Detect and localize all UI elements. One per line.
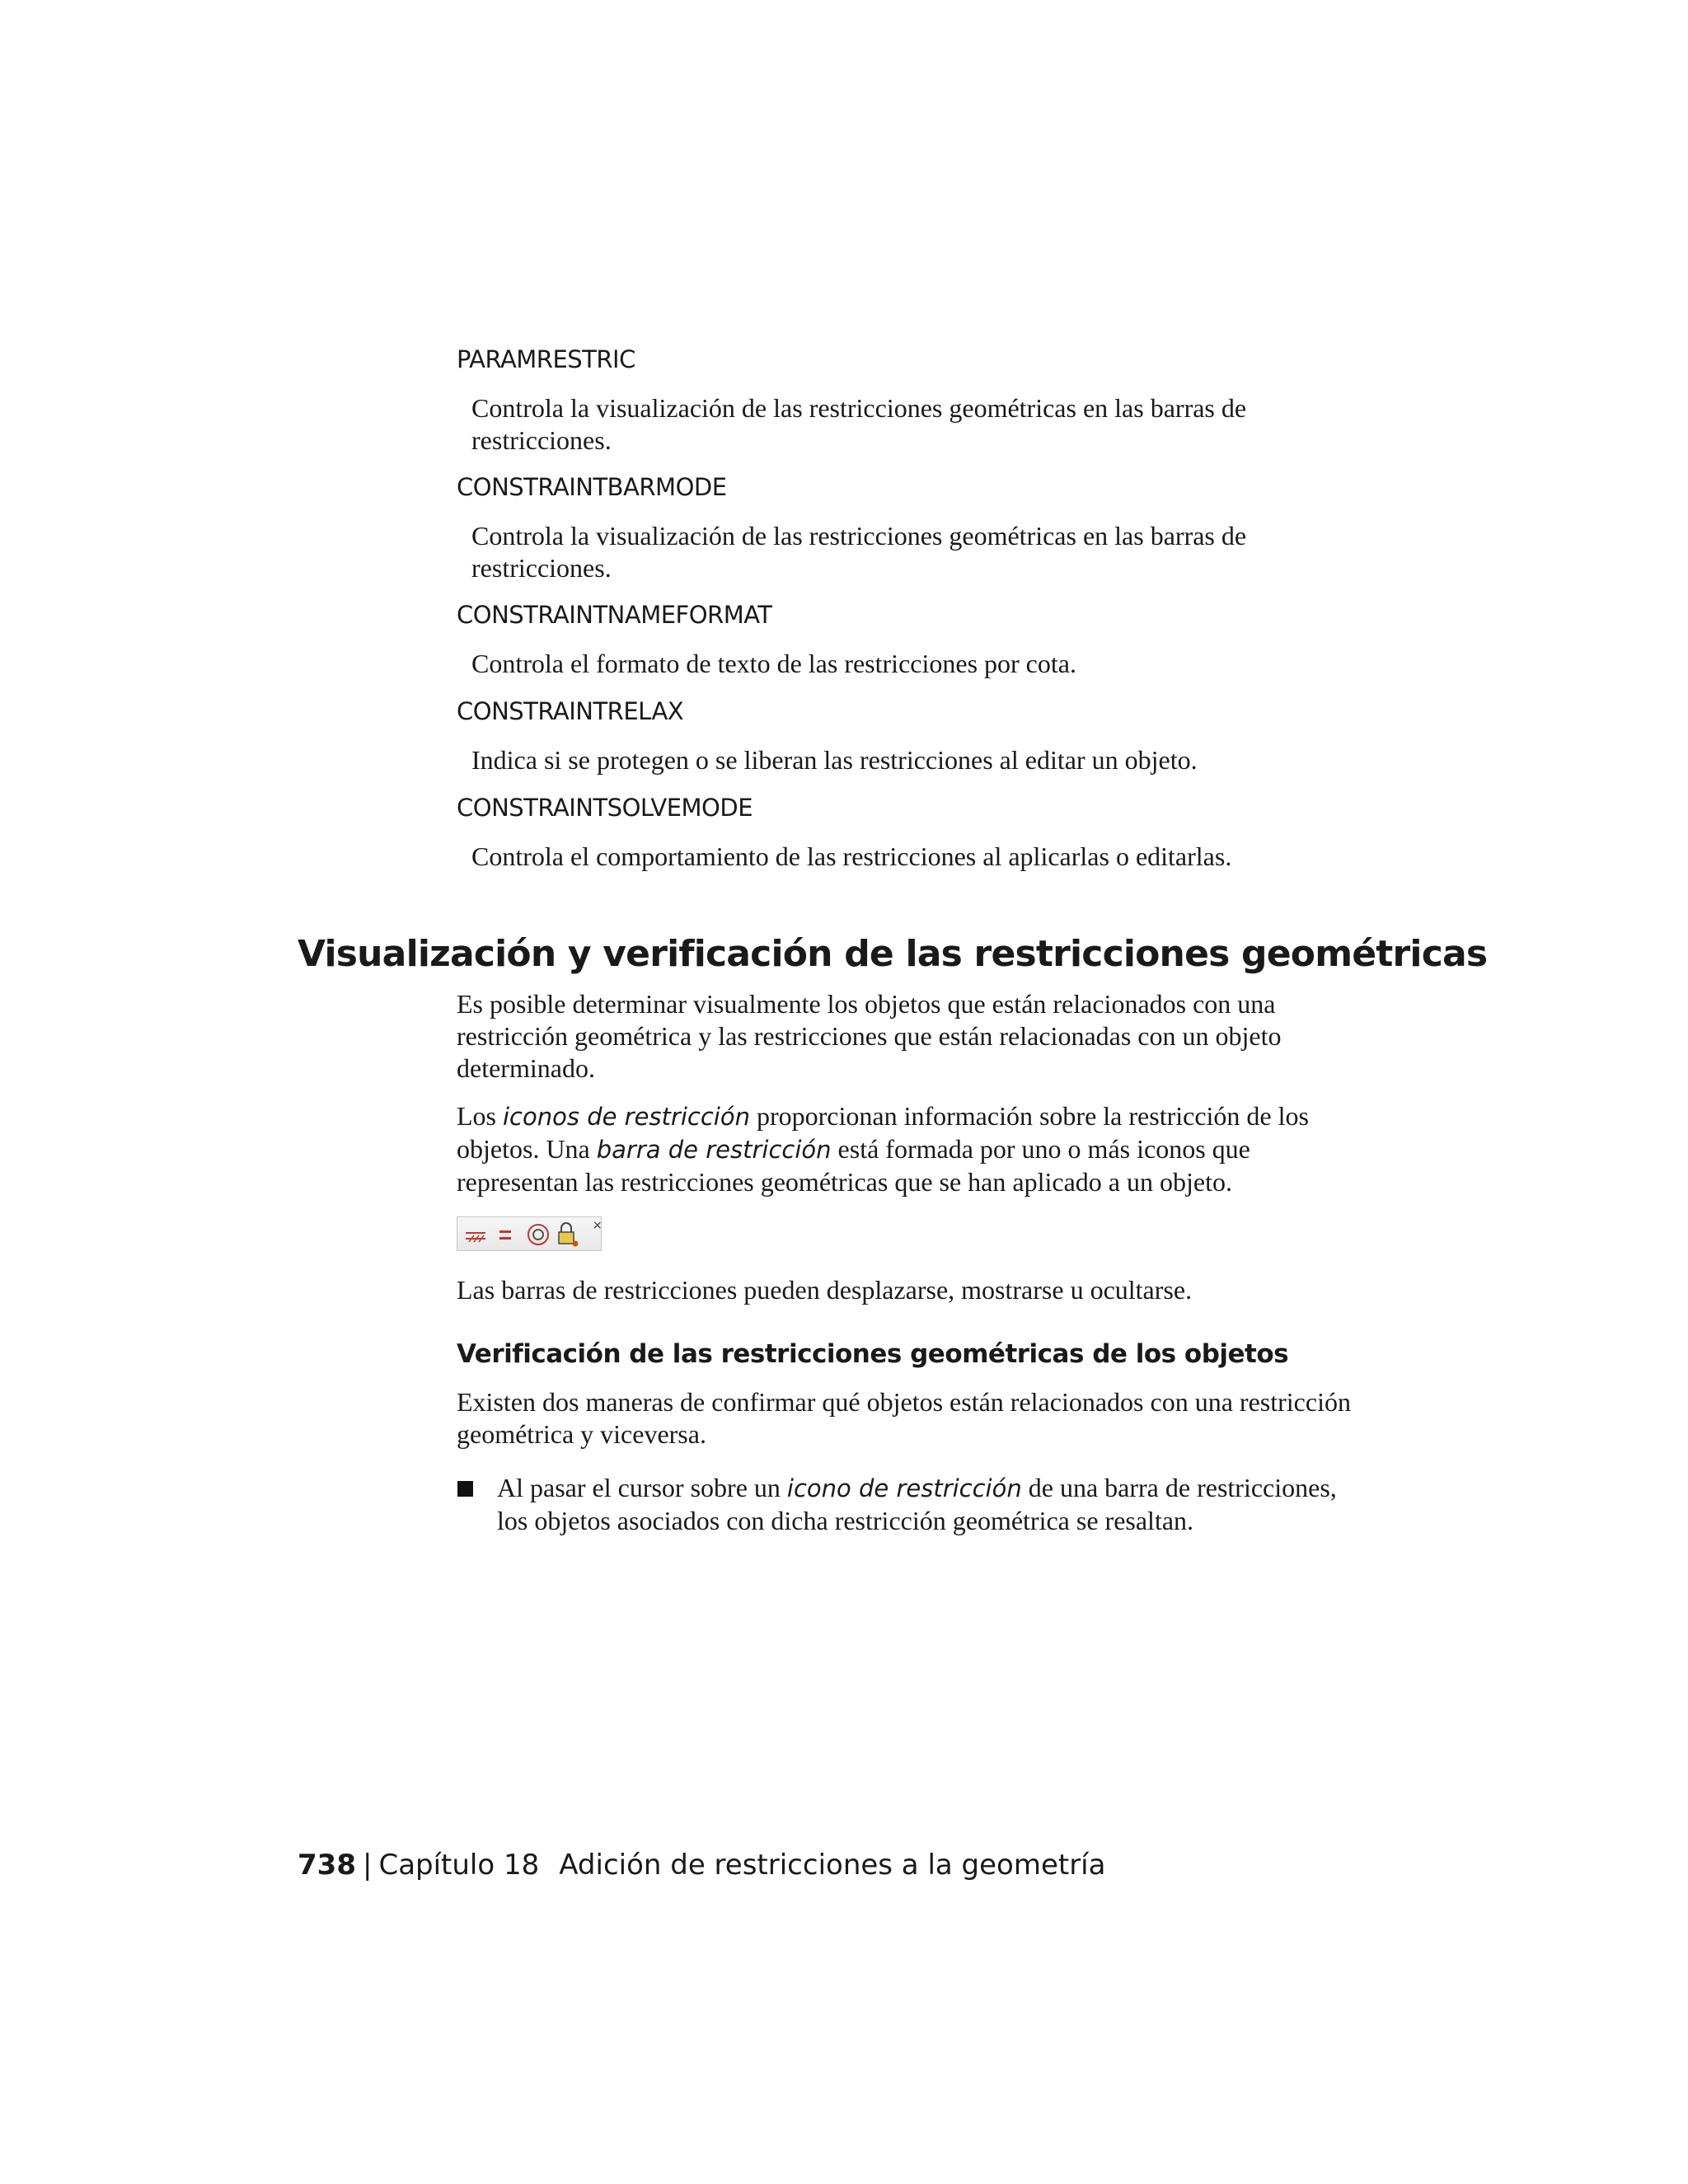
text-run: proporcionan información sobre la restricción de los objetos. Una (457, 1101, 1309, 1164)
page-footer (298, 1849, 1105, 1882)
term-description: Indica si se protegen o se liberan las restricciones al editar un objeto. (471, 745, 1198, 775)
text-run: está formada por uno o más iconos que representan las restricciones geométricas que se han aplicado a un objeto. (457, 1134, 1250, 1197)
emphasis-term: icono de restricción (786, 1474, 1022, 1502)
emphasis-term: iconos de restricción (503, 1103, 750, 1131)
list-item (497, 1472, 1362, 1537)
page-number: 738 (298, 1849, 356, 1882)
bullet-square-icon (457, 1481, 473, 1497)
term-constraintnameformat: CONSTRAINTNAMEFORMAT (457, 601, 772, 629)
emphasis-term: barra de restricción (596, 1136, 832, 1164)
constraint-bar-figure (457, 1216, 602, 1251)
text-run: de una barra de restricciones, los objetos asociados con dicha restricción geométrica se resaltan. (497, 1473, 1337, 1535)
fix-lock-constraint-icon (559, 1223, 579, 1247)
term-description: Controla el comportamiento de las restricciones al aplicarlas o editarlas. (471, 841, 1232, 871)
term-constraintrelax: CONSTRAINTRELAX (457, 697, 684, 725)
chapter-title: Adición de restricciones a la geometría (559, 1849, 1106, 1882)
text-run: Al pasar el cursor sobre un (497, 1473, 787, 1502)
term-constraintbarmode: CONSTRAINTBARMODE (457, 473, 727, 501)
subsection-intro-paragraph: Existen dos maneras de confirmar qué objetos están relacionados con una restricción geométrica y viceversa. (457, 1387, 1351, 1449)
term-paramrestric: PARAMRESTRIC (457, 345, 635, 373)
constraint-bar-note: Las barras de restricciones pueden desplazarse, mostrarse u ocultarse. (457, 1275, 1193, 1305)
term-constraintsolvemode: CONSTRAINTSOLVEMODE (457, 794, 753, 822)
parallel-constraint-icon (466, 1233, 485, 1242)
concentric-constraint-icon (528, 1225, 548, 1244)
subsection-heading: Verificación de las restricciones geométricas de los objetos (457, 1339, 1289, 1369)
footer-separator: | (362, 1849, 373, 1882)
term-description: Controla la visualización de las restricciones geométricas en las barras de restricciones. (471, 393, 1247, 455)
term-description: Controla el formato de texto de las restricciones por cota. (471, 649, 1076, 678)
term-description: Controla la visualización de las restricciones geométricas en las barras de restricciones. (471, 521, 1247, 583)
equal-constraint-icon (499, 1230, 511, 1240)
constraint-icons-paragraph (457, 1100, 1363, 1198)
text-run: Los (457, 1101, 503, 1131)
section-heading: Visualización y verificación de las restricciones geométricas (298, 933, 1488, 975)
chapter-label: Capítulo 18 (378, 1849, 540, 1882)
section-intro-paragraph: Es posible determinar visualmente los objetos que están relacionados con una restricción geométrica y las restricciones que están relacionadas con un objeto determinado. (457, 989, 1282, 1083)
close-icon[interactable]: × (593, 1219, 603, 1232)
